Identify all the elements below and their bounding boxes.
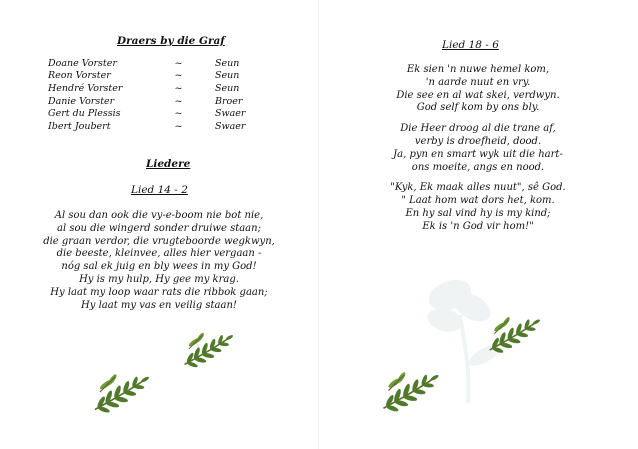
song-line: En hy sal vind hy is my kind; [405, 207, 551, 219]
fern-icon [180, 330, 234, 372]
song-line: Hy laat my vas en veilig staan! [81, 299, 237, 311]
song-line: " Laat hom wat dors het, kom. [401, 195, 555, 207]
bearer-row [48, 70, 275, 83]
songs-title: Liedere [146, 158, 191, 170]
song-line: Die see en al wat skei, verdwyn. [396, 89, 560, 101]
bearer-dash: ~ [174, 57, 183, 69]
song-line: Ja, pyn en smart wyk uit die hart- [393, 148, 563, 160]
song-line: die graan verdor, die vrugteboorde wegkwyn, [43, 235, 275, 247]
right-page [320, 0, 638, 449]
song-line: "Kyk, Ek maak alles nuut", sê God. [390, 182, 566, 194]
song-line: God self kom by ons bly. [416, 102, 540, 114]
bearer-name: Hendré Vorster [48, 82, 123, 94]
bearer-dash: ~ [174, 82, 183, 94]
bearer-relation: Seun [215, 57, 240, 69]
song-line: al sou die wingerd sonder druiwe staan; [57, 222, 261, 234]
bearer-name: Reon Vorster [48, 70, 111, 82]
song-line: ons moeite, angs en nood. [411, 161, 545, 173]
bearer-dash: ~ [174, 108, 183, 120]
bearer-dash: ~ [174, 120, 183, 132]
song-line: Hy laat my loop waar rats die ribbok gaan; [50, 286, 268, 298]
stanza [358, 64, 598, 115]
song-line: Al sou dan ook die vy-e-boom nie bot nie, [54, 210, 264, 221]
song-line: Ek sien 'n nuwe hemel kom, [406, 64, 550, 75]
stanza [358, 182, 598, 233]
song-line: Ek is 'n God vir hom!" [422, 220, 534, 232]
bearer-relation: Swaer [215, 108, 246, 120]
bearer-dash: ~ [174, 95, 183, 107]
fern-icon [378, 370, 440, 416]
song-line: Die Heer droog al die trane af, [400, 123, 556, 135]
page-fold [318, 0, 319, 449]
song-line: die beeste, kleinvee, alles hier vergaan - [56, 248, 262, 260]
bearer-row [48, 95, 275, 108]
bearer-name: Doane Vorster [48, 57, 117, 69]
bearer-row [48, 120, 275, 133]
bearer-dash: ~ [174, 70, 183, 82]
bearer-name: Danie Vorster [48, 95, 115, 107]
bearer-row [48, 107, 275, 120]
song-title: Lied 14 - 2 [131, 184, 188, 196]
song-title: Lied 18 - 6 [442, 39, 499, 51]
bearer-relation: Seun [215, 70, 240, 82]
song-line: nóg sal ek juig en bly wees in my God! [61, 261, 257, 273]
bearer-relation: Broer [215, 95, 243, 107]
bearers-list [48, 57, 275, 133]
stanza [358, 123, 598, 174]
bearer-row [48, 82, 275, 95]
bearers-title: Draers by die Graf [117, 35, 225, 47]
song-line: verby is droefheid, dood. [414, 135, 542, 147]
bearer-relation: Seun [215, 82, 240, 94]
fern-icon [485, 315, 541, 357]
song-line: 'n aarde nuut en vry. [425, 76, 531, 88]
song-text [358, 64, 598, 242]
left-page [0, 0, 318, 449]
bearer-relation: Swaer [215, 120, 246, 132]
bearer-name: Gert du Plessis [48, 108, 121, 120]
fern-icon [90, 372, 150, 417]
bearer-name: Ibert Joubert [48, 120, 111, 132]
bearer-row [48, 57, 275, 70]
song-line: Hy is my hulp, Hy gee my krag. [79, 273, 239, 285]
song-text [28, 210, 290, 312]
